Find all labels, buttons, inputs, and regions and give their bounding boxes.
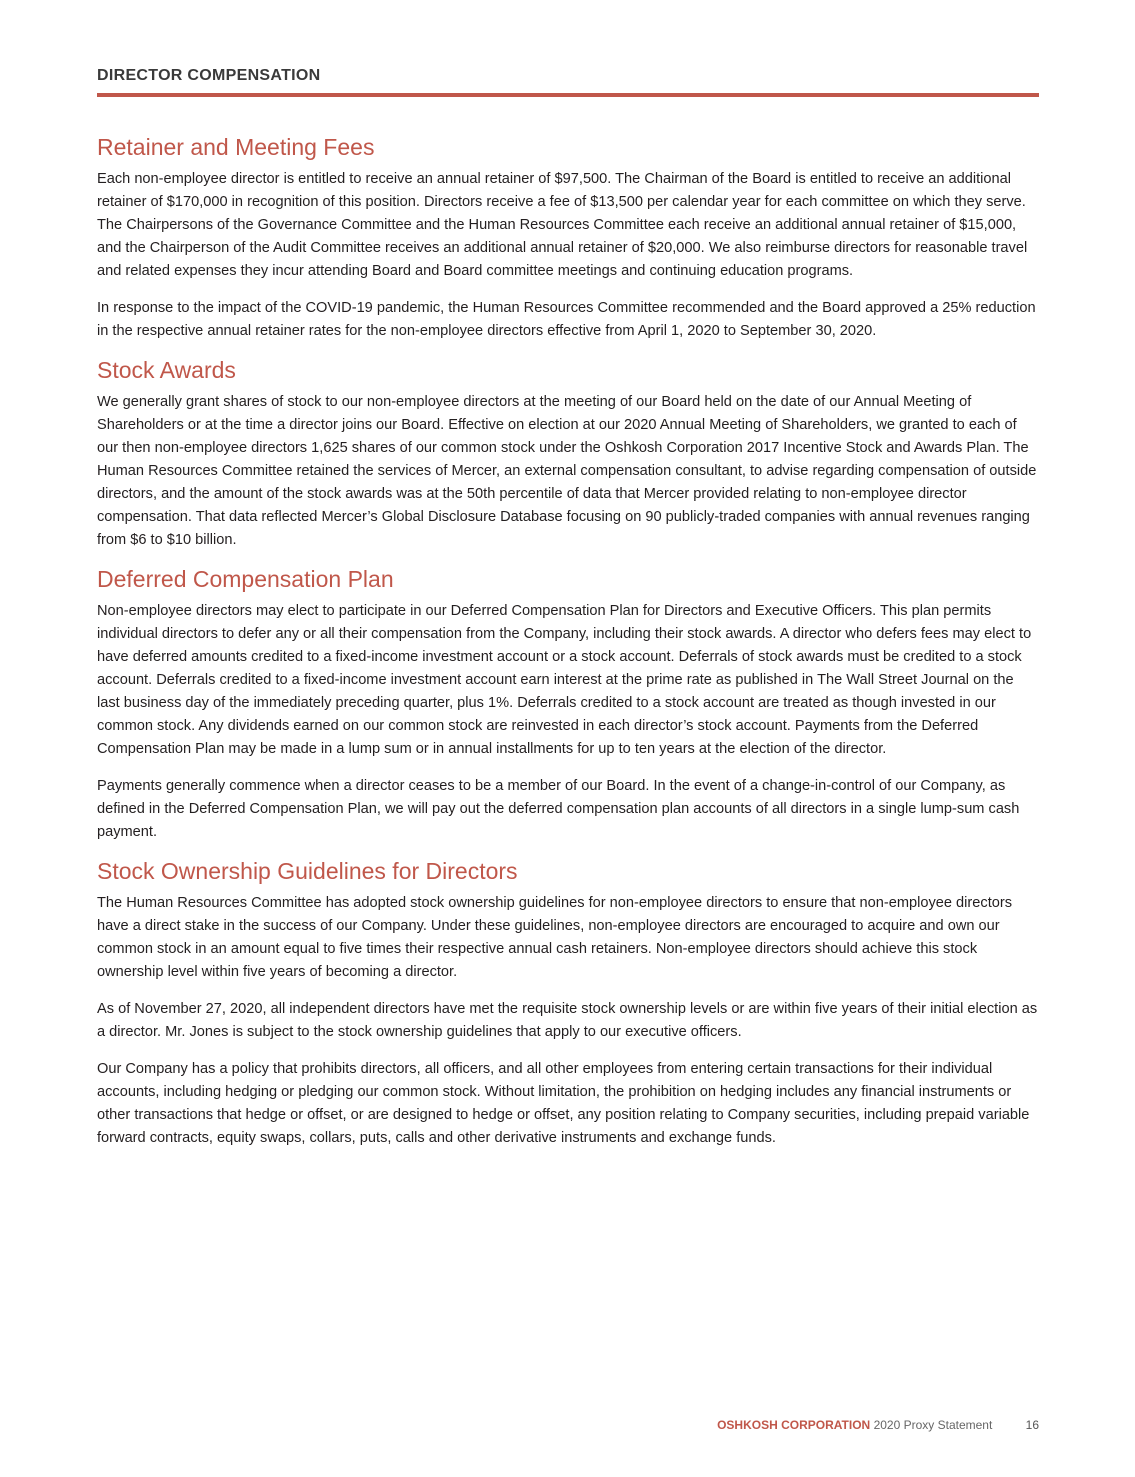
section-stock-awards: [97, 355, 1039, 552]
footer-company-name: OSHKOSH CORPORATION: [717, 1418, 871, 1432]
page-header-title: DIRECTOR COMPENSATION: [97, 67, 321, 84]
paragraph: Our Company has a policy that prohibits directors, all officers, and all other employees from entering certain transactions for their individual accounts, including hedging or pledging our common stock. Without limitation, the prohibition on hedging includes any financial instruments or other transactions that hedge or offset, or are designed to hedge or offset, any position relating to Company securities, including prepaid variable forward contracts, equity swaps, collars, puts, calls and other derivative instruments and exchange funds.: [97, 1061, 1030, 1146]
paragraph: In response to the impact of the COVID-19 pandemic, the Human Resources Committee recommended and the Board approved a 25% reduction in the respective annual retainer rates for the non-employee directors effective from April 1, 2020 to September 30, 2020.: [97, 300, 1036, 339]
section-heading: Deferred Compensation Plan: [97, 566, 394, 592]
page-number: 16: [1025, 1418, 1039, 1432]
paragraph: Each non-employee director is entitled to receive an annual retainer of $97,500. The Chairman of the Board is entitled to receive an additional retainer of $170,000 in recognition of this position. Directors receive a fee of $13,500 per calendar year for each committee on which they serve. The Chairpersons of the Governance Committee and the Human Resources Committee each receive an additional annual retainer of $15,000, and the Chairperson of the Audit Committee receives an additional annual retainer of $20,000. We also reimburse directors for reasonable travel and related expenses they incur attending Board and Board committee meetings and continuing education programs.: [97, 171, 1028, 279]
document-body: [97, 132, 1039, 1162]
paragraph: The Human Resources Committee has adopted stock ownership guidelines for non-employee directors to ensure that non-employee directors have a direct stake in the success of our Company. Under these guidelines, non-employee directors are encouraged to acquire and own our common stock in an amount equal to five times their respective annual cash retainers. Non-employee directors should achieve this stock ownership level within five years of becoming a director.: [97, 895, 1013, 980]
paragraph: We generally grant shares of stock to our non-employee directors at the meeting of our Board held on the date of our Annual Meeting of Shareholders or at the time a director joins our Board. Effective on election at our 2020 Annual Meeting of Shareholders, we granted to each of our then non-employee directors 1,625 shares of our common stock under the Oshkosh Corporation 2017 Incentive Stock and Awards Plan. The Human Resources Committee retained the services of Mercer, an external compensation consultant, to advise regarding compensation of outside directors, and the amount of the stock awards was at the 50th percentile of data that Mercer provided relating to non-employee director compensation. That data reflected Mercer’s Global Disclosure Database focusing on 90 publicly-traded companies with annual revenues ranging from $6 to $10 billion.: [97, 394, 1037, 548]
paragraph: As of November 27, 2020, all independent directors have met the requisite stock ownership levels or are within five years of their initial election as a director. Mr. Jones is subject to the stock ownership guidelines that apply to our executive officers.: [97, 1001, 1038, 1040]
header-divider: [97, 93, 1039, 97]
footer-document-title: 2020 Proxy Statement: [873, 1418, 993, 1432]
section-deferred-compensation-plan: [97, 564, 1039, 844]
section-heading: Retainer and Meeting Fees: [97, 134, 375, 160]
paragraph: Non-employee directors may elect to participate in our Deferred Compensation Plan for Directors and Executive Officers. This plan permits individual directors to defer any or all their compensation from the Company, including their stock awards. A director who defers fees may elect to have deferred amounts credited to a fixed-income investment account or a stock account. Deferrals of stock awards must be credited to a stock account. Deferrals credited to a fixed-income investment account earn interest at the prime rate as published in The Wall Street Journal on the last business day of the immediately preceding quarter, plus 1%. Deferrals credited to a stock account are treated as though invested in our common stock. Any dividends earned on our common stock are reinvested in each director’s stock account. Payments from the Deferred Compensation Plan may be made in a lump sum or in annual installments for up to ten years at the election of the director.: [97, 603, 1032, 757]
section-stock-ownership-guidelines: [97, 856, 1039, 1150]
paragraph: Payments generally commence when a director ceases to be a member of our Board. In the event of a change-in-control of our Company, as defined in the Deferred Compensation Plan, we will pay out the deferred compensation plan accounts of all directors in a single lump-sum cash payment.: [97, 778, 1020, 840]
section-heading: Stock Ownership Guidelines for Directors: [97, 858, 518, 884]
page-footer: [717, 1418, 1039, 1432]
section-heading: Stock Awards: [97, 357, 236, 383]
section-retainer-and-meeting-fees: [97, 132, 1039, 343]
